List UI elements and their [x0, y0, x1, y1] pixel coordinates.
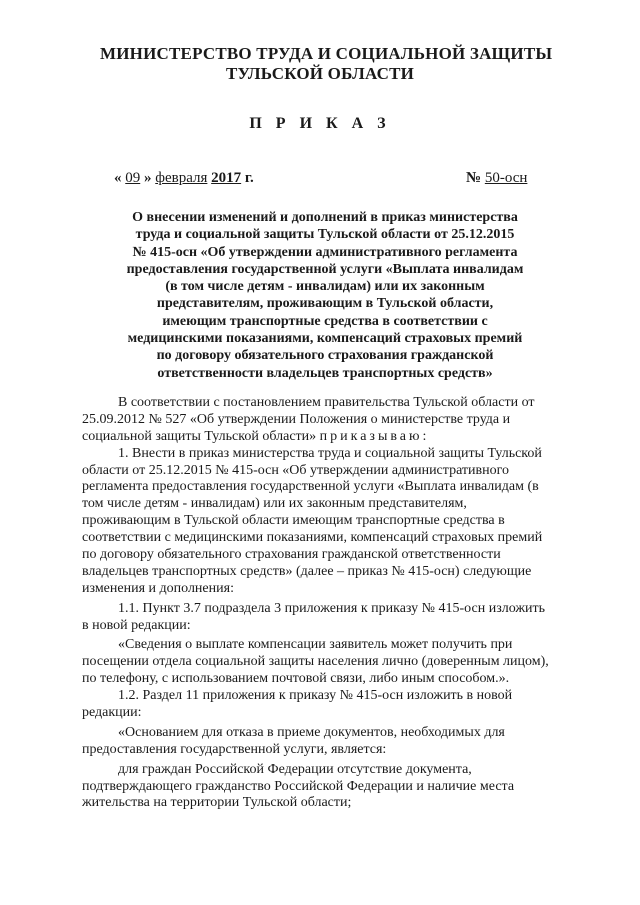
body-line: 1.2. Раздел 11 приложения к приказу № 415-осн изложить в новой — [118, 688, 513, 704]
subject-line: № 415-осн «Об утверждении административного регламента — [132, 244, 518, 260]
body-line: В соответствии с постановлением правительства Тульской области от — [118, 395, 535, 410]
body-line: посещении отдела социальной защиты населения лично (доверенным лицом), — [82, 654, 549, 670]
date-month: февраля — [155, 170, 208, 186]
body-line: «Основанием для отказа в приеме документов, необходимых для — [118, 724, 505, 740]
date-quote-close: » — [144, 170, 152, 186]
body-line: предоставления государственной услуги, является: — [82, 741, 387, 757]
document-date — [114, 170, 254, 187]
body-line: 25.09.2012 № 527 «Об утверждении Положения о министерстве труда и — [82, 411, 511, 427]
date-year: 2017 — [211, 170, 242, 186]
body-text-span: социальной защиты Тульской области» — [82, 428, 317, 444]
document-number — [466, 170, 527, 187]
subject-line: медицинскими показаниями, компенсаций страховых премий — [127, 331, 523, 347]
org-name-line-1: МИНИСТЕРСТВО ТРУДА И СОЦИАЛЬНОЙ ЗАЩИТЫ — [100, 44, 553, 63]
order-body — [82, 395, 582, 812]
body-line: области от 25.12.2015 № 415-осн «Об утверждении административного — [82, 462, 510, 478]
body-line: жительства на территории Тульской области; — [82, 795, 352, 811]
body-line: редакции: — [82, 705, 142, 721]
subject-line: по договору обязательного страхования гражданской — [156, 348, 494, 364]
organization-header — [100, 44, 553, 84]
body-line: 1. Внести в приказ министерства труда и социальной защиты Тульской — [118, 445, 542, 461]
number-value: 50-осн — [484, 170, 528, 186]
order-subject — [100, 209, 550, 382]
document-type: П Р И К А З — [249, 115, 391, 132]
body-line: по договору обязательного страхования гражданской ответственности — [82, 547, 501, 563]
subject-line: предоставления государственной услуги «Выплата инвалидам — [126, 261, 524, 277]
body-line — [82, 429, 582, 446]
subject-line: О внесении изменений и дополнений в приказ министерства — [132, 210, 518, 225]
subject-line: (в том числе детям - инвалидам) или их законным — [165, 279, 485, 295]
body-line: по телефону, с использованием почтовой связи, либо иным способом.». — [82, 671, 510, 687]
subject-line: ответственности владельцев транспортных средств» — [157, 365, 493, 381]
org-name-line-2: ТУЛЬСКОЙ ОБЛАСТИ — [225, 64, 415, 83]
date-quote-open: « — [114, 170, 122, 186]
body-line: соответствии с медицинскими показаниями, компенсаций страховых премий — [82, 530, 543, 546]
subject-line: представителям, проживающим в Тульской области, — [156, 296, 494, 312]
subject-line: труда и социальной защиты Тульской области от 25.12.2015 — [135, 227, 515, 243]
body-line: изменения и дополнения: — [82, 580, 234, 596]
body-line: том числе детям - инвалидам) или их законным представителям, — [82, 496, 467, 512]
body-line: «Сведения о выплате компенсации заявитель может получить при — [118, 637, 513, 653]
body-line: владельцев транспортных средств» (далее – приказ № 415-осн) следующие — [82, 563, 532, 579]
order-verb: приказываю: — [319, 428, 430, 444]
date-suffix: г. — [244, 170, 254, 186]
body-line: в новой редакции: — [82, 617, 191, 633]
number-sign: № — [466, 170, 482, 186]
body-line: регламента предоставления государственной услуги «Выплата инвалидам (в — [82, 479, 539, 495]
subject-line: имеющим транспортные средства в соответствии с — [162, 313, 488, 329]
body-line: 1.1. Пункт 3.7 подраздела 3 приложения к приказу № 415-осн изложить — [118, 600, 546, 616]
date-day: 09 — [125, 170, 141, 186]
body-line: подтверждающего гражданство Российской Федерации и наличие места — [82, 778, 515, 794]
body-line: проживающим в Тульской области имеющим транспортные средства в — [82, 513, 505, 529]
body-line: для граждан Российской Федерации отсутствие документа, — [118, 761, 472, 777]
